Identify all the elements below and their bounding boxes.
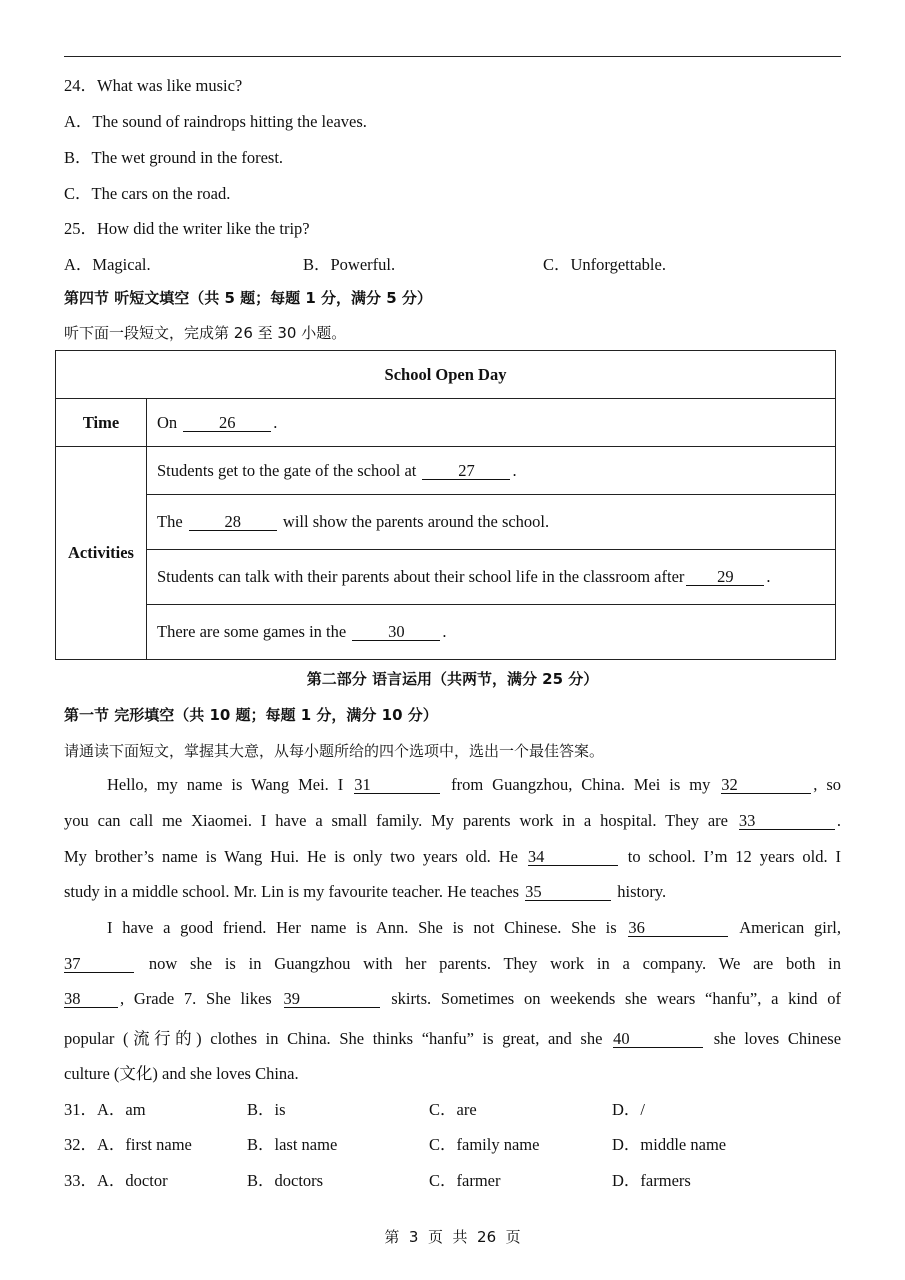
- blank-27: 27: [422, 462, 510, 480]
- q24-option-b: B．The wet ground in the forest.: [64, 148, 284, 167]
- time-label: Time: [56, 399, 147, 447]
- q33-option-a: 33．A．doctor: [64, 1171, 168, 1190]
- q31-option-b: B．is: [247, 1100, 286, 1119]
- section-4-instruction: 听下面一段短文，完成第 26 至 30 小题。: [64, 324, 347, 342]
- q32-option-b: B．last name: [247, 1135, 338, 1154]
- blank-38: 38: [64, 990, 118, 1008]
- table-row-28: The 28 will show the parents around the school.: [147, 495, 836, 550]
- q32-option-d: D．middle name: [612, 1135, 727, 1154]
- passage-line: study in a middle school. Mr. Lin is my favourite teacher. He teaches 35 history.: [64, 882, 667, 901]
- blank-30: 30: [352, 623, 440, 641]
- question-25: 25．How did the writer like the trip?: [64, 219, 310, 238]
- q32-option-c: C．family name: [429, 1135, 540, 1154]
- q33-option-b: B．doctors: [247, 1171, 324, 1190]
- q24-option-c: C．The cars on the road.: [64, 184, 231, 203]
- q24-option-a: A．The sound of raindrops hitting the leaves.: [64, 112, 367, 131]
- page-footer: 第 3 页 共 26 页: [384, 1228, 521, 1246]
- part-2-instruction: 请通读下面短文，掌握其大意，从每小题所给的四个选项中，选出一个最佳答案。: [64, 742, 605, 760]
- passage-line: culture (文化) and she loves China.: [64, 1064, 299, 1083]
- part-2-section-1-title: 第一节 完形填空（共 10 题；每题 1 分，满分 10 分）: [64, 706, 438, 724]
- table-row-30: There are some games in the 30 .: [147, 605, 836, 660]
- blank-33: 33: [739, 812, 835, 830]
- passage-line: My brother’s name is Wang Hui. He is only two years old. He 34 to school. I’m 12 years old. I: [64, 847, 842, 866]
- q31-option-a: 31．A．am: [64, 1100, 146, 1119]
- q31-option-c: C．are: [429, 1100, 477, 1119]
- q25-option-c: C．Unforgettable.: [543, 255, 666, 274]
- blank-28: 28: [189, 513, 277, 531]
- part-2-title: 第二部分 语言运用（共两节，满分 25 分）: [306, 670, 599, 688]
- blank-35: 35: [525, 883, 611, 901]
- passage-line: 37 now she is in Guangzhou with her parents. They work in a company. We are both in: [64, 954, 841, 973]
- table-row-29: Students can talk with their parents about their school life in the classroom after 29 .: [147, 550, 836, 605]
- q25-option-a: A．Magical.: [64, 255, 151, 274]
- blank-40: 40: [613, 1030, 703, 1048]
- question-24: 24．What was like music?: [64, 76, 243, 95]
- passage-line: 38 , Grade 7. She likes 39 skirts. Sometimes on weekends she wears “hanfu”, a kind of: [64, 989, 842, 1008]
- blank-32: 32: [721, 776, 811, 794]
- blank-26: 26: [183, 414, 271, 432]
- blank-29: 29: [686, 568, 764, 586]
- passage-line: popular (流行的) clothes in China. She thinks “hanfu” is great, and she 40 she loves Chinese: [64, 1029, 842, 1048]
- passage-line: I have a good friend. Her name is Ann. She is not Chinese. She is 36 American girl,: [107, 918, 842, 937]
- section-4-title: 第四节 听短文填空（共 5 题；每题 1 分，满分 5 分）: [64, 289, 432, 307]
- blank-39: 39: [284, 990, 380, 1008]
- q33-option-c: C．farmer: [429, 1171, 501, 1190]
- activities-label: Activities: [56, 447, 147, 660]
- blank-31: 31: [354, 776, 440, 794]
- passage-line: you can call me Xiaomei. I have a small family. My parents work in a hospital. They are 33 .: [64, 811, 841, 830]
- blank-37: 37: [64, 955, 134, 973]
- blank-36: 36: [628, 919, 728, 937]
- table-row-27: Students get to the gate of the school at 27 .: [147, 447, 836, 495]
- blank-34: 34: [528, 848, 618, 866]
- table-row-time: On 26 .: [147, 399, 836, 447]
- q31-option-d: D．/: [612, 1100, 645, 1119]
- q33-option-d: D．farmers: [612, 1171, 691, 1190]
- table-title: School Open Day: [56, 351, 836, 399]
- header-rule: [64, 56, 841, 57]
- q25-option-b: B．Powerful.: [303, 255, 396, 274]
- passage-line: Hello, my name is Wang Mei. I 31 from Guangzhou, China. Mei is my 32 , so: [107, 775, 842, 794]
- q32-option-a: 32．A．first name: [64, 1135, 192, 1154]
- school-open-day-table: [55, 350, 836, 660]
